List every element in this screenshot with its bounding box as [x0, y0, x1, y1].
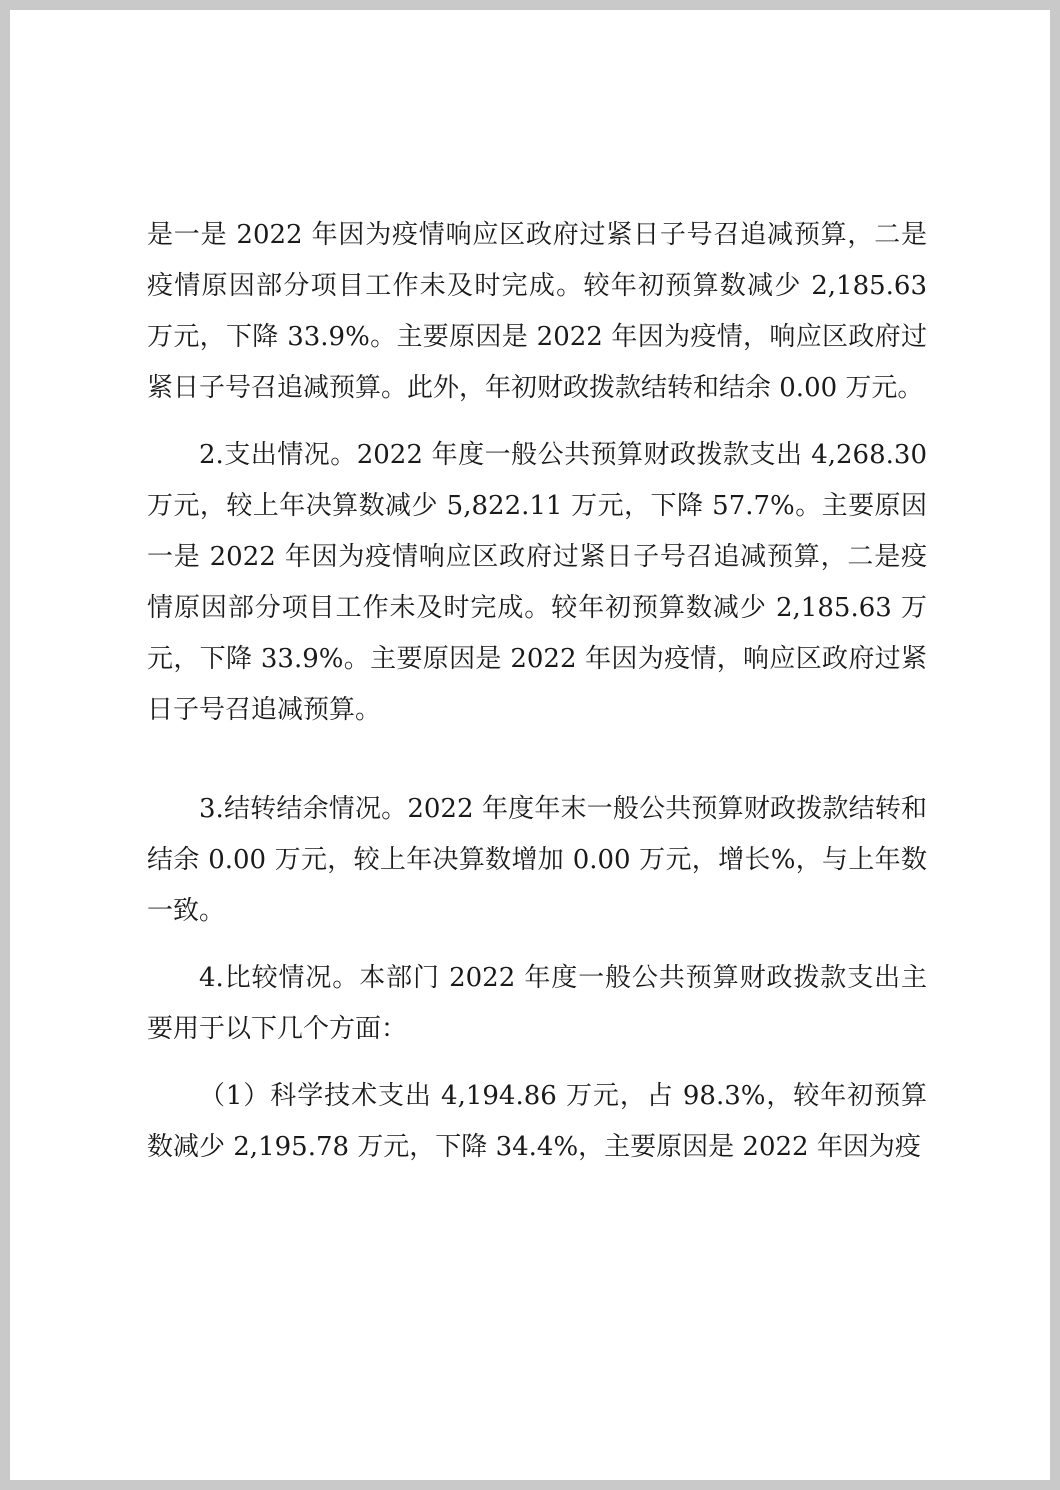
paragraph-carryover-balance: 3.结转结余情况。2022 年度年末一般公共预算财政拨款结转和结余 0.00 万元，较上年决算数增加 0.00 万元，增长%，与上年数一致。 [147, 794, 927, 926]
paragraph-budget-revenue-continued: 是一是 2022 年因为疫情响应区政府过紧日子号召追减预算，二是疫情原因部分项目工作未及时完成。较年初预算数减少 2,185.63 万元，下降 33.9%。主要原因是 2022 年因为疫情，响应区政府过紧日子号召追减预算。此外，年初财政拨款结转和结余 0.00 万元。 [147, 220, 927, 403]
document-body [147, 210, 927, 1173]
paragraph-comparison: 4.比较情况。本部门 2022 年度一般公共预算财政拨款支出主要用于以下几个方面： [147, 963, 927, 1044]
paragraph-science-technology: （1）科学技术支出 4,194.86 万元，占 98.3%，较年初预算数减少 2,195.78 万元，下降 34.4%，主要原因是 2022 年因为疫 [147, 1081, 927, 1162]
document-page [10, 10, 1050, 1480]
paragraph-expenditure: 2.支出情况。2022 年度一般公共预算财政拨款支出 4,268.30 万元，较上年决算数减少 5,822.11 万元，下降 57.7%。主要原因一是 2022 年因为疫情响应区政府过紧日子号召追减预算，二是疫情原因部分项目工作未及时完成。较年初预算数减少 2,185.63 万元，下降 33.9%。主要原因是 2022 年因为疫情，响应区政府过紧日子号召追减预算。 [147, 440, 927, 725]
